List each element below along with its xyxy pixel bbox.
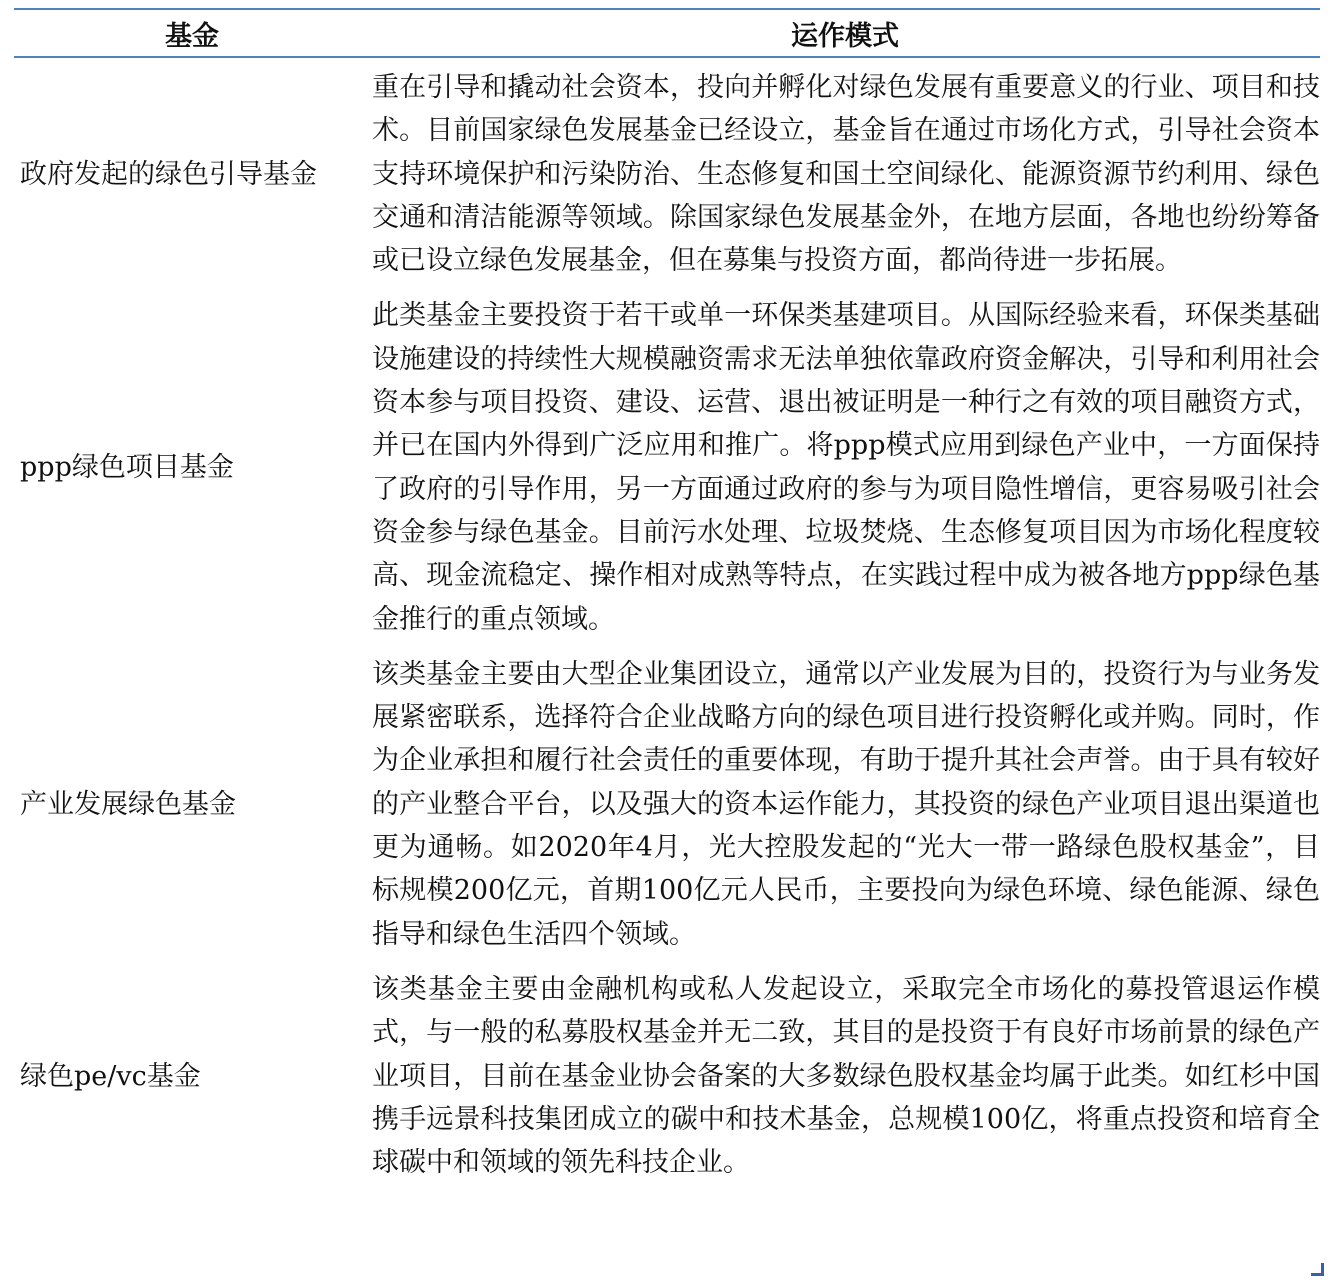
table-row [14, 653, 1320, 956]
fund-description: 此类基金主要投资于若干或单一环保类基建项目。从国际经验来看，环保类基础设施建设的持续性大规模融资需求无法单独依靠政府资金解决，引导和利用社会资本参与项目投资、建设、运营、退出被证明是一种行之有效的项目融资方式，并已在国内外得到广泛应用和推广。将ppp模式应用到绿色产业中，一方面保持了政府的引导作用，另一方面通过政府的参与为项目隐性增信，更容易吸引社会资金参与绿色基金。目前污水处理、垃圾焚烧、生态修复项目因为市场化程度较高、现金流稳定、操作相对成熟等特点，在实践过程中成为被各地方ppp绿色基金推行的重点领域。 [372, 300, 1320, 635]
table-row [14, 66, 1320, 282]
fund-table [14, 8, 1320, 1196]
table-row [14, 968, 1320, 1184]
fund-name: 绿色pe/vc基金 [20, 1060, 201, 1092]
column-header-fund: 基金 [165, 20, 219, 52]
column-header-mode: 运作模式 [791, 20, 899, 52]
table-header [14, 10, 1320, 56]
corner-mark-icon [1311, 1263, 1324, 1276]
fund-name: 产业发展绿色基金 [20, 788, 236, 820]
fund-description: 该类基金主要由金融机构或私人发起设立，采取完全市场化的募投管退运作模式，与一般的私募股权基金并无二致，其目的是投资于有良好市场前景的绿色产业项目，目前在基金业协会备案的大多数绿色股权基金均属于此类。如红杉中国携手远景科技集团成立的碳中和技术基金，总规模100亿，将重点投资和培育全球碳中和领域的领先科技企业。 [372, 973, 1320, 1179]
table-body [14, 58, 1320, 1184]
table-row [14, 294, 1320, 640]
fund-description: 重在引导和撬动社会资本，投向并孵化对绿色发展有重要意义的行业、项目和技术。目前国家绿色发展基金已经设立，基金旨在通过市场化方式，引导社会资本支持环境保护和污染防治、生态修复和国土空间绿化、能源资源节约利用、绿色交通和清洁能源等领域。除国家绿色发展基金外，在地方层面，各地也纷纷筹备或已设立绿色发展基金，但在募集与投资方面，都尚待进一步拓展。 [372, 72, 1320, 277]
fund-description: 该类基金主要由大型企业集团设立，通常以产业发展为目的，投资行为与业务发展紧密联系，选择符合企业战略方向的绿色项目进行投资孵化或并购。同时，作为企业承担和履行社会责任的重要体现，有助于提升其社会声誉。由于具有较好的产业整合平台，以及强大的资本运作能力，其投资的绿色产业项目退出渠道也更为通畅。如2020年4月，光大控股发起的“光大一带一路绿色股权基金”，目标规模200亿元，首期100亿元人民币，主要投向为绿色环境、绿色能源、绿色指导和绿色生活四个领域。 [372, 658, 1320, 950]
fund-name: ppp绿色项目基金 [20, 452, 234, 484]
fund-name: 政府发起的绿色引导基金 [20, 158, 317, 190]
